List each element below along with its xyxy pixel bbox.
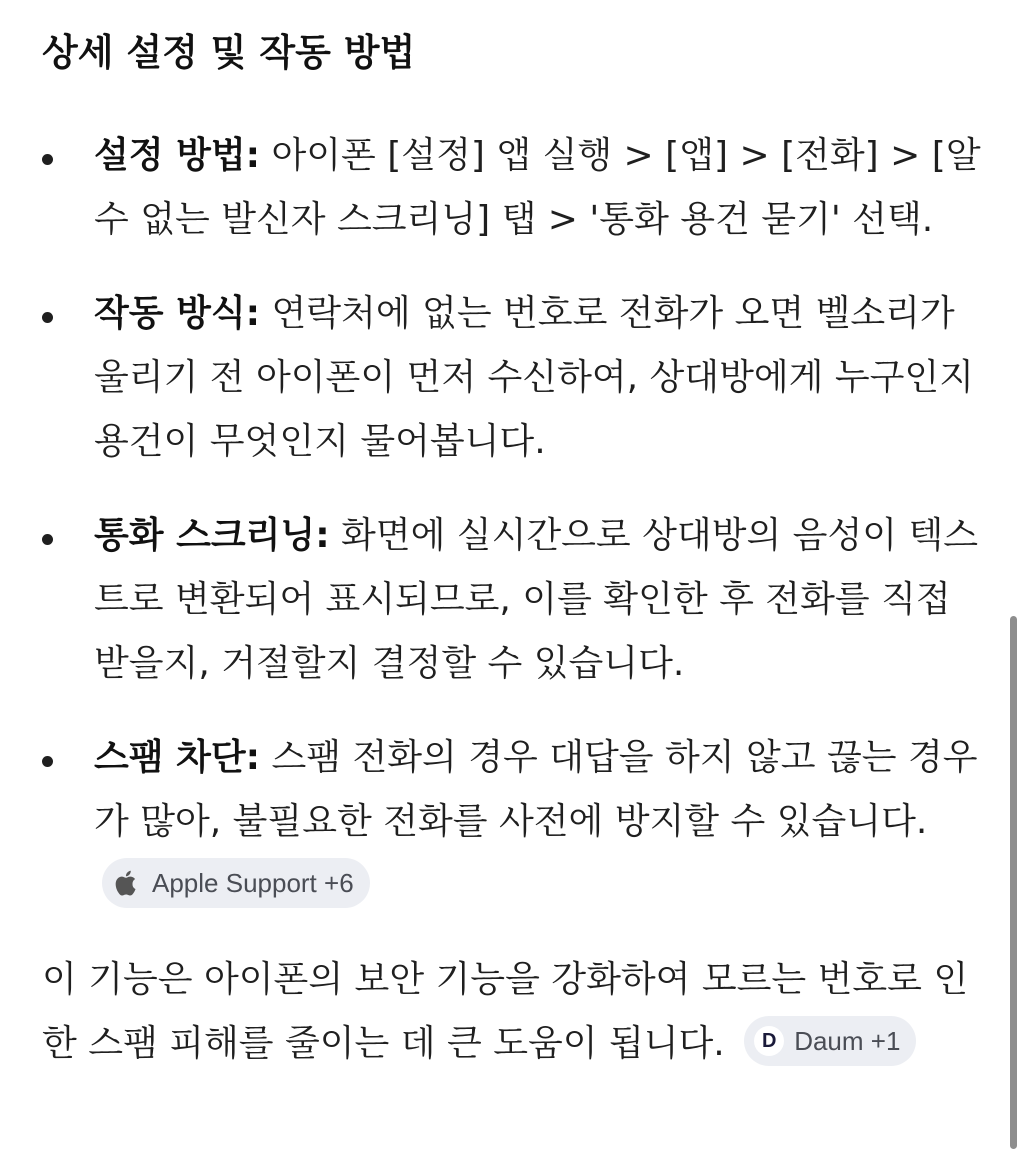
source-chip-label: Daum +1 [794,1026,901,1056]
scrollbar[interactable] [1010,0,1018,1149]
scrollbar-thumb[interactable] [1010,616,1017,1149]
bullet-list [42,124,982,918]
item-text: 스팸 전화의 경우 대답을 하지 않고 끊는 경우가 많아, 불필요한 전화를 사전에 방지할 수 있습니다. [94,737,978,842]
source-chip-label: Apple Support +6 [152,868,354,898]
source-chip-apple-support[interactable] [102,858,370,908]
item-term: 스팸 차단: [94,737,261,778]
bullet-dot [42,534,53,545]
item-term: 통화 스크리닝: [94,515,330,556]
summary-text: 이 기능은 아이폰의 보안 기능을 강화하여 모르는 번호로 인한 스팸 피해를 줄이는 데 큰 도움이 됩니다. [42,959,969,1064]
item-text: 연락처에 없는 번호로 전화가 오면 벨소리가 울리기 전 아이폰이 먼저 수신하여, 상대방에게 누구인지 용건이 무엇인지 물어봅니다. [94,293,974,462]
item-term: 작동 방식: [94,293,261,334]
list-item [42,124,982,252]
source-chip-daum[interactable] [744,1016,916,1066]
list-item [42,282,982,474]
item-text: 화면에 실시간으로 상대방의 음성이 텍스트로 변환되어 표시되므로, 이를 확인한 후 전화를 직접 받을지, 거절할지 결정할 수 있습니다. [94,515,979,684]
apple-icon [112,868,142,898]
bullet-dot [42,312,53,323]
list-item [42,504,982,696]
answer-content [42,0,982,1076]
section-heading: 상세 설정 및 작동 방법 [42,31,416,74]
item-text: 아이폰 [설정] 앱 실행 > [앱] > [전화] > [알 수 없는 발신자 스크리닝] 탭 > '통화 용건 묻기' 선택. [94,135,981,240]
item-term: 설정 방법: [94,135,261,176]
bullet-dot [42,756,53,767]
daum-icon: D [754,1026,784,1056]
summary-paragraph [42,948,982,1076]
bullet-dot [42,154,53,165]
list-item [42,726,982,918]
